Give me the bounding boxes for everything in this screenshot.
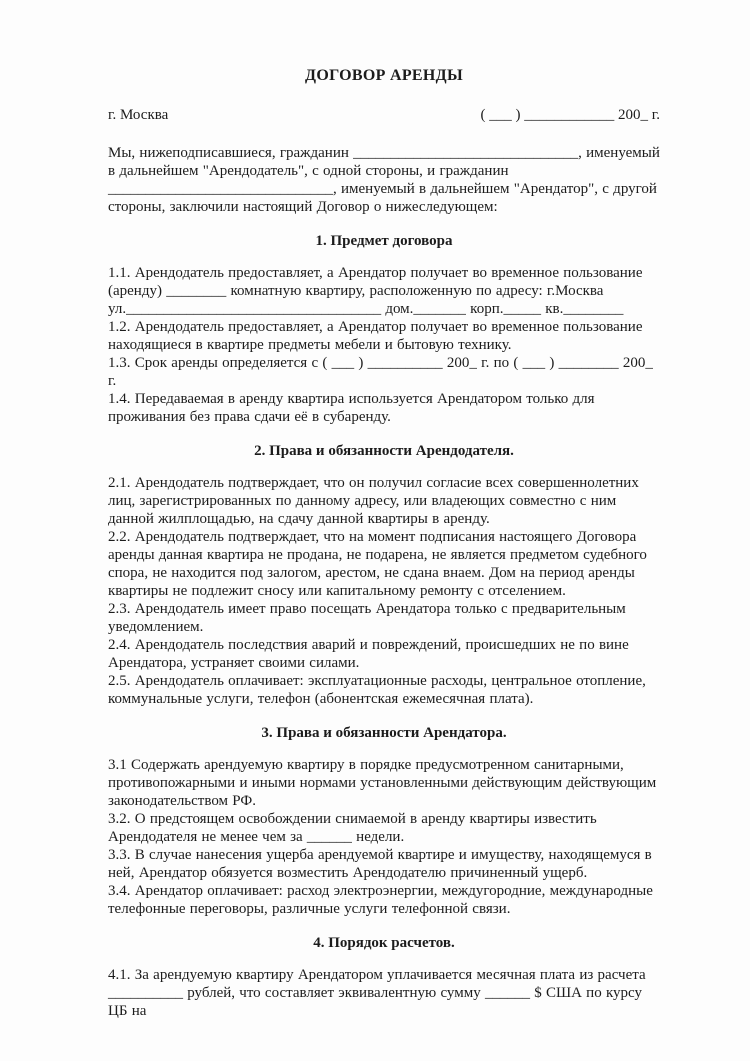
- section-heading-tenant-rights: 3. Права и обязанности Арендатора.: [261, 725, 507, 741]
- section-clauses: [108, 474, 660, 708]
- clause-paragraph: 3.2. О предстоящем освобождении снимаемой в аренду квартиры известить Арендодателя не менее чем за ______ недели.: [108, 811, 597, 845]
- clause-paragraph: 1.2. Арендодатель предоставляет, а Арендатор получает во временное пользование находящиеся в квартире предметы мебели и бытовую технику.: [108, 319, 643, 353]
- clause-paragraph: 2.5. Арендодатель оплачивает: эксплуатационные расходы, центральное отопление, коммунальные услуги, телефон (абонентская ежемесячная плата).: [108, 673, 646, 707]
- clause-paragraph: 1.1. Арендодатель предоставляет, а Арендатор получает во временное пользование (аренду) ________ комнатную квартиру, расположенную по адресу: г.Москва: [108, 265, 643, 299]
- clause-paragraph: 2.2. Арендодатель подтверждает, что на момент подписания настоящего Договора аренды данная квартира не продана, не подарена, не является предметом судебного спора, не находится под залогом, арестом, не сдана внаем. Дом на период аренды квартиры не подлежит сносу или капитальному ремонту с отселением.: [108, 529, 647, 599]
- contract-title: ДОГОВОР АРЕНДЫ: [305, 67, 463, 84]
- section-heading-subject: 1. Предмет договора: [315, 233, 453, 249]
- clause-paragraph: 2.1. Арендодатель подтверждает, что он получил согласие всех совершеннолетних лиц, зарегистрированных по данному адресу, или владеющих совместно с ним данной жилплощадью, на сдачу данной квартиры в аренду.: [108, 475, 639, 527]
- clause-paragraph: 3.4. Арендатор оплачивает: расход электроэнергии, междугородние, международные телефонные переговоры, различные услуги телефонной связи.: [108, 883, 653, 917]
- section-heading-payments: 4. Порядок расчетов.: [313, 935, 455, 951]
- place-date-row: [108, 106, 660, 124]
- clause-address-blank-line: ул.__________________________________ дом._______ корп._____ кв.________: [108, 301, 624, 317]
- clause-paragraph: 4.1. За арендуемую квартиру Арендатором уплачивается месячная плата из расчета __________ рублей, что составляет эквивалентную сумму ______ $ США по курсу ЦБ на: [108, 967, 646, 1019]
- preamble-paragraph: Мы, нижеподписавшиеся, гражданин ______________________________, именуемый в дальнейшем "Арендодатель", с одной стороны, и гражданин ______________________________, именуемый в дальнейшем "Арендатор", с другой стороны, заключили настоящий Договор о нижеследующем:: [108, 145, 660, 215]
- section-clauses: [108, 264, 660, 426]
- clause-paragraph: 2.4. Арендодатель последствия аварий и повреждений, происшедших не по вине Арендатора, устраняет своими силами.: [108, 637, 629, 671]
- section-heading-landlord-rights: 2. Права и обязанности Арендодателя.: [254, 443, 514, 459]
- place-label: г. Москва: [108, 107, 169, 123]
- section-clauses: [108, 756, 660, 918]
- clause-paragraph: 3.3. В случае нанесения ущерба арендуемой квартире и имуществу, находящемуся в ней, Арендатор обязуется возместить Арендодателю причиненный ущерб.: [108, 847, 652, 881]
- clause-paragraph: 3.1 Содержать арендуемую квартиру в порядке предусмотренном санитарными, противопожарными и иными нормами установленными действующим действующим законодательством РФ.: [108, 757, 657, 809]
- clause-paragraph: 1.4. Передаваемая в аренду квартира используется Арендатором только для проживания без права сдачи её в субаренду.: [108, 391, 595, 425]
- clause-paragraph: 1.3. Срок аренды определяется с ( ___ ) __________ 200_ г. по ( ___ ) ________ 200_ г.: [108, 355, 653, 389]
- date-blank-line: ( ___ ) ____________ 200_ г.: [480, 107, 660, 123]
- clause-paragraph: 2.3. Арендодатель имеет право посещать Арендатора только с предварительным уведомлением.: [108, 601, 626, 635]
- section-clauses: [108, 966, 660, 1020]
